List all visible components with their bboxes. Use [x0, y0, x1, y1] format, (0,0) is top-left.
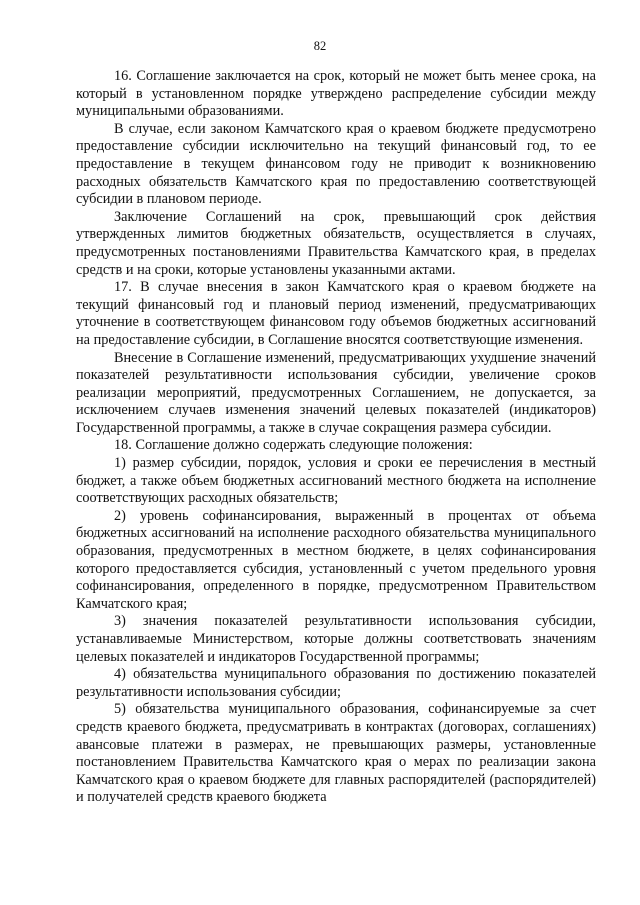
- paragraph-agreement-changes: Внесение в Соглашение изменений, предусматривающих ухудшение значений показателей результативности использования субсидии, увеличение сроков реализации мероприятий, предусмотренных Соглашением, не допускается, за исключением случаев изменения значений целевых показателей (индикаторов) Государственной программы, а также в случае сокращения размера субсидии.: [76, 349, 596, 436]
- page-number: 82: [313, 39, 327, 53]
- list-item-2: 2) уровень софинансирования, выраженный в процентах от объема бюджетных ассигнований на исполнение расходного обязательства муниципального образования, предусмотренных в местном бюджете, в целях софинансирования которого предоставляется субсидия, установленный с учетом предельного уровня софинансирования, определенного в порядке, предусмотренном Правительством Камчатского края;: [76, 507, 596, 612]
- list-item-1: 1) размер субсидии, порядок, условия и сроки ее перечисления в местный бюджет, а также объем бюджетных ассигнований местного бюджета на исполнение соответствующих расходных обязательств;: [76, 455, 596, 507]
- document-body: [76, 68, 596, 807]
- paragraph-17: 17. В случае внесения в закон Камчатского края о краевом бюджете на текущий финансовый год и плановый период изменений, предусматривающих уточнение в соответствующем финансовом году объемов бюджетных ассигнований на предоставление субсидии, в Соглашение вносятся соответствующие изменения.: [76, 279, 596, 348]
- paragraph-18: 18. Соглашение должно содержать следующие положения:: [114, 437, 473, 454]
- paragraph-16: 16. Соглашение заключается на срок, который не может быть менее срока, на который в установленном порядке утверждено распределение субсидии между муниципальными образованиями.: [76, 68, 596, 120]
- list-item-4: 4) обязательства муниципального образования по достижению показателей результативности использования субсидии;: [76, 666, 596, 700]
- list-item-5: 5) обязательства муниципального образования, софинансируемые за счет средств краевого бюджета, предусматривать в контрактах (договорах, соглашениях) авансовые платежи в размерах, не превышающих размеры, установленные постановлением Правительства Камчатского края о мерах по реализации закона Камчатского края о краевом бюджете для главных распорядителей (распорядителей) и получателей средств краевого бюджета: [76, 701, 596, 806]
- list-item-3: 3) значения показателей результативности использования субсидии, устанавливаемые Министерством, которые должны соответствовать значениям целевых показателей и индикаторов Государственной программы;: [76, 613, 596, 665]
- paragraph-agreement-term: Заключение Соглашений на срок, превышающий срок действия утвержденных лимитов бюджетных обязательств, осуществляется в случаях, предусмотренных постановлениями Правительства Камчатского края, в пределах средств и на сроки, которые установлены указанными актами.: [76, 208, 596, 278]
- paragraph-budget-law-case: В случае, если законом Камчатского края о краевом бюджете предусмотрено предоставление субсидии исключительно на текущий финансовый год, то ее предоставление в текущем финансовом году не приводит к возникновению расходных обязательств Камчатского края по предоставлению соответствующей субсидии в плановом периоде.: [76, 120, 596, 208]
